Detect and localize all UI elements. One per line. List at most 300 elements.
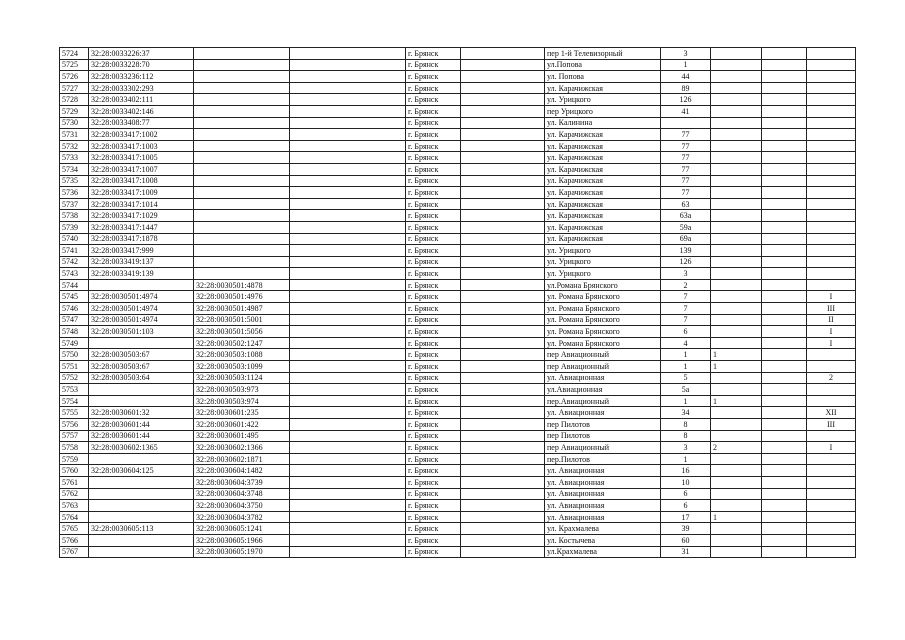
blank-col-b-cell bbox=[461, 198, 545, 210]
table-row bbox=[60, 129, 856, 141]
object-number-cell bbox=[194, 94, 290, 106]
blank-col-c-cell bbox=[762, 303, 807, 315]
street-cell: ул. Карачижская bbox=[545, 140, 661, 152]
room-number-cell bbox=[807, 140, 856, 152]
blank-col-c-cell bbox=[762, 233, 807, 245]
unit-number-cell bbox=[711, 71, 762, 83]
table-row bbox=[60, 221, 856, 233]
table-row bbox=[60, 511, 856, 523]
blank-col-b-cell bbox=[461, 430, 545, 442]
city-cell: г. Брянск bbox=[406, 268, 461, 280]
row-number-cell: 5728 bbox=[60, 94, 89, 106]
table-row bbox=[60, 384, 856, 396]
street-cell: пер Авиационный bbox=[545, 349, 661, 361]
street-cell: пер Авиационный bbox=[545, 361, 661, 373]
city-cell: г. Брянск bbox=[406, 94, 461, 106]
table-row bbox=[60, 326, 856, 338]
parcel-number-cell bbox=[89, 384, 194, 396]
house-number-cell: 7 bbox=[661, 291, 711, 303]
house-number-cell: 5 bbox=[661, 372, 711, 384]
object-number-cell: 32:28:0030503:1088 bbox=[194, 349, 290, 361]
object-number-cell: 32:28:0030602:1871 bbox=[194, 453, 290, 465]
blank-col-c-cell bbox=[762, 314, 807, 326]
table-row bbox=[60, 94, 856, 106]
blank-col-c-cell bbox=[762, 117, 807, 129]
city-cell: г. Брянск bbox=[406, 372, 461, 384]
row-number-cell: 5748 bbox=[60, 326, 89, 338]
blank-col-a-cell bbox=[290, 500, 406, 512]
house-number-cell: 31 bbox=[661, 546, 711, 558]
blank-col-c-cell bbox=[762, 221, 807, 233]
city-cell: г. Брянск bbox=[406, 233, 461, 245]
parcel-number-cell: 32:28:0033302:293 bbox=[89, 82, 194, 94]
unit-number-cell bbox=[711, 476, 762, 488]
street-cell: ул. Романа Брянского bbox=[545, 326, 661, 338]
table-row bbox=[60, 314, 856, 326]
street-cell: ул. Урицкого bbox=[545, 94, 661, 106]
room-number-cell bbox=[807, 163, 856, 175]
room-number-cell bbox=[807, 476, 856, 488]
house-number-cell: 126 bbox=[661, 94, 711, 106]
blank-col-c-cell bbox=[762, 361, 807, 373]
blank-col-b-cell bbox=[461, 372, 545, 384]
table-row bbox=[60, 187, 856, 199]
blank-col-b-cell bbox=[461, 291, 545, 303]
house-number-cell: 126 bbox=[661, 256, 711, 268]
row-number-cell: 5732 bbox=[60, 140, 89, 152]
unit-number-cell bbox=[711, 140, 762, 152]
room-number-cell bbox=[807, 534, 856, 546]
street-cell: пер Урицкого bbox=[545, 105, 661, 117]
street-cell: ул. Авиационная bbox=[545, 372, 661, 384]
object-number-cell: 32:28:0030501:5056 bbox=[194, 326, 290, 338]
blank-col-c-cell bbox=[762, 407, 807, 419]
city-cell: г. Брянск bbox=[406, 326, 461, 338]
table-row bbox=[60, 303, 856, 315]
blank-col-c-cell bbox=[762, 523, 807, 535]
street-cell: ул.Попова bbox=[545, 59, 661, 71]
unit-number-cell bbox=[711, 523, 762, 535]
room-number-cell: XII bbox=[807, 407, 856, 419]
house-number-cell: 3 bbox=[661, 442, 711, 454]
blank-col-a-cell bbox=[290, 430, 406, 442]
city-cell: г. Брянск bbox=[406, 361, 461, 373]
street-cell: ул.Романа Брянского bbox=[545, 279, 661, 291]
blank-col-a-cell bbox=[290, 187, 406, 199]
blank-col-c-cell bbox=[762, 59, 807, 71]
room-number-cell: III bbox=[807, 303, 856, 315]
city-cell: г. Брянск bbox=[406, 349, 461, 361]
blank-col-c-cell bbox=[762, 419, 807, 431]
object-number-cell: 32:28:0030604:3739 bbox=[194, 476, 290, 488]
blank-col-a-cell bbox=[290, 384, 406, 396]
object-number-cell: 32:28:0030605:1241 bbox=[194, 523, 290, 535]
table-row bbox=[60, 453, 856, 465]
unit-number-cell bbox=[711, 152, 762, 164]
city-cell: г. Брянск bbox=[406, 442, 461, 454]
blank-col-a-cell bbox=[290, 210, 406, 222]
object-number-cell bbox=[194, 198, 290, 210]
blank-col-b-cell bbox=[461, 71, 545, 83]
house-number-cell: 10 bbox=[661, 476, 711, 488]
unit-number-cell bbox=[711, 117, 762, 129]
room-number-cell bbox=[807, 488, 856, 500]
object-number-cell bbox=[194, 187, 290, 199]
blank-col-b-cell bbox=[461, 546, 545, 558]
room-number-cell bbox=[807, 233, 856, 245]
object-number-cell: 32:28:0030501:5001 bbox=[194, 314, 290, 326]
blank-col-a-cell bbox=[290, 488, 406, 500]
parcel-number-cell: 32:28:0030503:67 bbox=[89, 349, 194, 361]
row-number-cell: 5767 bbox=[60, 546, 89, 558]
blank-col-a-cell bbox=[290, 314, 406, 326]
parcel-number-cell: 32:28:0033417:1005 bbox=[89, 152, 194, 164]
blank-col-a-cell bbox=[290, 534, 406, 546]
city-cell: г. Брянск bbox=[406, 465, 461, 477]
city-cell: г. Брянск bbox=[406, 407, 461, 419]
house-number-cell: 8 bbox=[661, 419, 711, 431]
unit-number-cell bbox=[711, 163, 762, 175]
unit-number-cell bbox=[711, 419, 762, 431]
object-number-cell: 32:28:0030604:3748 bbox=[194, 488, 290, 500]
blank-col-a-cell bbox=[290, 48, 406, 60]
city-cell: г. Брянск bbox=[406, 314, 461, 326]
object-number-cell: 32:28:0030601:422 bbox=[194, 419, 290, 431]
house-number-cell: 5а bbox=[661, 384, 711, 396]
blank-col-a-cell bbox=[290, 372, 406, 384]
city-cell: г. Брянск bbox=[406, 384, 461, 396]
unit-number-cell bbox=[711, 326, 762, 338]
street-cell: ул. Авиационная bbox=[545, 407, 661, 419]
blank-col-c-cell bbox=[762, 372, 807, 384]
parcel-number-cell: 32:28:0030503:64 bbox=[89, 372, 194, 384]
room-number-cell bbox=[807, 279, 856, 291]
blank-col-a-cell bbox=[290, 303, 406, 315]
blank-col-c-cell bbox=[762, 48, 807, 60]
parcel-number-cell bbox=[89, 279, 194, 291]
blank-col-a-cell bbox=[290, 105, 406, 117]
room-number-cell bbox=[807, 117, 856, 129]
city-cell: г. Брянск bbox=[406, 105, 461, 117]
room-number-cell bbox=[807, 175, 856, 187]
row-number-cell: 5754 bbox=[60, 395, 89, 407]
table-row bbox=[60, 175, 856, 187]
row-number-cell: 5744 bbox=[60, 279, 89, 291]
parcel-number-cell: 32:28:0030501:4974 bbox=[89, 291, 194, 303]
object-number-cell: 32:28:0030503:1099 bbox=[194, 361, 290, 373]
room-number-cell: I bbox=[807, 442, 856, 454]
object-number-cell: 32:28:0030604:1482 bbox=[194, 465, 290, 477]
city-cell: г. Брянск bbox=[406, 546, 461, 558]
table-row bbox=[60, 534, 856, 546]
city-cell: г. Брянск bbox=[406, 221, 461, 233]
house-number-cell: 77 bbox=[661, 140, 711, 152]
street-cell: ул. Карачижская bbox=[545, 233, 661, 245]
city-cell: г. Брянск bbox=[406, 117, 461, 129]
blank-col-c-cell bbox=[762, 500, 807, 512]
blank-col-c-cell bbox=[762, 256, 807, 268]
city-cell: г. Брянск bbox=[406, 523, 461, 535]
blank-col-b-cell bbox=[461, 534, 545, 546]
row-number-cell: 5761 bbox=[60, 476, 89, 488]
house-number-cell: 41 bbox=[661, 105, 711, 117]
blank-col-b-cell bbox=[461, 163, 545, 175]
parcel-number-cell: 32:28:0030601:44 bbox=[89, 419, 194, 431]
blank-col-c-cell bbox=[762, 94, 807, 106]
blank-col-b-cell bbox=[461, 442, 545, 454]
street-cell: ул. Карачижская bbox=[545, 152, 661, 164]
city-cell: г. Брянск bbox=[406, 129, 461, 141]
row-number-cell: 5759 bbox=[60, 453, 89, 465]
table-row bbox=[60, 71, 856, 83]
blank-col-a-cell bbox=[290, 465, 406, 477]
street-cell: ул. Романа Брянского bbox=[545, 291, 661, 303]
blank-col-c-cell bbox=[762, 337, 807, 349]
parcel-number-cell: 32:28:0033417:1003 bbox=[89, 140, 194, 152]
street-cell: ул. Карачижская bbox=[545, 175, 661, 187]
unit-number-cell bbox=[711, 500, 762, 512]
house-number-cell bbox=[661, 117, 711, 129]
blank-col-b-cell bbox=[461, 476, 545, 488]
table-row bbox=[60, 245, 856, 257]
row-number-cell: 5736 bbox=[60, 187, 89, 199]
table-row bbox=[60, 279, 856, 291]
parcel-number-cell: 32:28:0033417:999 bbox=[89, 245, 194, 257]
unit-number-cell bbox=[711, 534, 762, 546]
blank-col-b-cell bbox=[461, 511, 545, 523]
row-number-cell: 5747 bbox=[60, 314, 89, 326]
unit-number-cell: 1 bbox=[711, 361, 762, 373]
room-number-cell bbox=[807, 71, 856, 83]
table-row bbox=[60, 163, 856, 175]
row-number-cell: 5763 bbox=[60, 500, 89, 512]
blank-col-a-cell bbox=[290, 221, 406, 233]
house-number-cell: 1 bbox=[661, 349, 711, 361]
blank-col-c-cell bbox=[762, 198, 807, 210]
parcel-number-cell: 32:28:0030501:4974 bbox=[89, 314, 194, 326]
house-number-cell: 63а bbox=[661, 210, 711, 222]
parcel-number-cell: 32:28:0033417:1008 bbox=[89, 175, 194, 187]
city-cell: г. Брянск bbox=[406, 500, 461, 512]
unit-number-cell: 1 bbox=[711, 395, 762, 407]
room-number-cell bbox=[807, 511, 856, 523]
blank-col-a-cell bbox=[290, 175, 406, 187]
room-number-cell bbox=[807, 82, 856, 94]
blank-col-a-cell bbox=[290, 129, 406, 141]
house-number-cell: 4 bbox=[661, 337, 711, 349]
unit-number-cell: 1 bbox=[711, 511, 762, 523]
row-number-cell: 5751 bbox=[60, 361, 89, 373]
blank-col-b-cell bbox=[461, 500, 545, 512]
room-number-cell bbox=[807, 152, 856, 164]
blank-col-a-cell bbox=[290, 82, 406, 94]
unit-number-cell bbox=[711, 59, 762, 71]
blank-col-c-cell bbox=[762, 442, 807, 454]
blank-col-b-cell bbox=[461, 256, 545, 268]
city-cell: г. Брянск bbox=[406, 453, 461, 465]
object-number-cell: 32:28:0030605:1970 bbox=[194, 546, 290, 558]
blank-col-a-cell bbox=[290, 326, 406, 338]
table-row bbox=[60, 419, 856, 431]
parcel-number-cell bbox=[89, 488, 194, 500]
street-cell: пер Пилотов bbox=[545, 419, 661, 431]
unit-number-cell bbox=[711, 94, 762, 106]
row-number-cell: 5726 bbox=[60, 71, 89, 83]
object-number-cell: 32:28:0030601:235 bbox=[194, 407, 290, 419]
unit-number-cell bbox=[711, 221, 762, 233]
house-number-cell: 77 bbox=[661, 152, 711, 164]
street-cell: пер Пилотов bbox=[545, 430, 661, 442]
blank-col-b-cell bbox=[461, 175, 545, 187]
blank-col-b-cell bbox=[461, 465, 545, 477]
unit-number-cell bbox=[711, 465, 762, 477]
house-number-cell: 77 bbox=[661, 187, 711, 199]
row-number-cell: 5764 bbox=[60, 511, 89, 523]
blank-col-a-cell bbox=[290, 511, 406, 523]
blank-col-a-cell bbox=[290, 442, 406, 454]
parcel-number-cell: 32:28:0030601:44 bbox=[89, 430, 194, 442]
house-number-cell: 63 bbox=[661, 198, 711, 210]
blank-col-b-cell bbox=[461, 140, 545, 152]
object-number-cell bbox=[194, 129, 290, 141]
object-number-cell bbox=[194, 117, 290, 129]
city-cell: г. Брянск bbox=[406, 48, 461, 60]
table-row bbox=[60, 349, 856, 361]
room-number-cell bbox=[807, 210, 856, 222]
blank-col-b-cell bbox=[461, 117, 545, 129]
blank-col-a-cell bbox=[290, 233, 406, 245]
room-number-cell bbox=[807, 48, 856, 60]
blank-col-b-cell bbox=[461, 245, 545, 257]
parcel-number-cell: 32:28:0033417:1029 bbox=[89, 210, 194, 222]
blank-col-b-cell bbox=[461, 187, 545, 199]
unit-number-cell bbox=[711, 303, 762, 315]
blank-col-b-cell bbox=[461, 48, 545, 60]
unit-number-cell bbox=[711, 407, 762, 419]
blank-col-a-cell bbox=[290, 546, 406, 558]
blank-col-a-cell bbox=[290, 198, 406, 210]
house-number-cell: 1 bbox=[661, 59, 711, 71]
unit-number-cell bbox=[711, 279, 762, 291]
object-number-cell: 32:28:0030503:973 bbox=[194, 384, 290, 396]
city-cell: г. Брянск bbox=[406, 511, 461, 523]
parcel-number-cell: 32:28:0033417:1007 bbox=[89, 163, 194, 175]
house-number-cell: 139 bbox=[661, 245, 711, 257]
blank-col-c-cell bbox=[762, 152, 807, 164]
object-number-cell: 32:28:0030502:1247 bbox=[194, 337, 290, 349]
table-row bbox=[60, 430, 856, 442]
object-number-cell bbox=[194, 105, 290, 117]
blank-col-b-cell bbox=[461, 326, 545, 338]
street-cell: ул. Крахмалева bbox=[545, 523, 661, 535]
room-number-cell bbox=[807, 430, 856, 442]
blank-col-c-cell bbox=[762, 546, 807, 558]
street-cell: ул. Урицкого bbox=[545, 268, 661, 280]
row-number-cell: 5758 bbox=[60, 442, 89, 454]
unit-number-cell bbox=[711, 129, 762, 141]
object-number-cell: 32:28:0030604:3782 bbox=[194, 511, 290, 523]
street-cell: ул. Урицкого bbox=[545, 245, 661, 257]
unit-number-cell bbox=[711, 488, 762, 500]
parcel-number-cell: 32:28:0030601:32 bbox=[89, 407, 194, 419]
object-number-cell: 32:28:0030604:3750 bbox=[194, 500, 290, 512]
parcel-number-cell: 32:28:0033417:1002 bbox=[89, 129, 194, 141]
blank-col-b-cell bbox=[461, 419, 545, 431]
parcel-number-cell bbox=[89, 395, 194, 407]
object-number-cell: 32:28:0030501:4987 bbox=[194, 303, 290, 315]
row-number-cell: 5760 bbox=[60, 465, 89, 477]
unit-number-cell bbox=[711, 291, 762, 303]
property-register-table bbox=[59, 47, 856, 558]
room-number-cell bbox=[807, 59, 856, 71]
table-row bbox=[60, 476, 856, 488]
blank-col-b-cell bbox=[461, 94, 545, 106]
blank-col-a-cell bbox=[290, 291, 406, 303]
room-number-cell bbox=[807, 465, 856, 477]
house-number-cell: 1 bbox=[661, 361, 711, 373]
city-cell: г. Брянск bbox=[406, 163, 461, 175]
row-number-cell: 5749 bbox=[60, 337, 89, 349]
blank-col-a-cell bbox=[290, 395, 406, 407]
parcel-number-cell: 32:28:0033236:112 bbox=[89, 71, 194, 83]
city-cell: г. Брянск bbox=[406, 198, 461, 210]
parcel-number-cell bbox=[89, 511, 194, 523]
house-number-cell: 3 bbox=[661, 48, 711, 60]
parcel-number-cell: 32:28:0033226:37 bbox=[89, 48, 194, 60]
blank-col-b-cell bbox=[461, 337, 545, 349]
room-number-cell bbox=[807, 395, 856, 407]
unit-number-cell bbox=[711, 372, 762, 384]
object-number-cell bbox=[194, 245, 290, 257]
street-cell: ул. Карачижская bbox=[545, 198, 661, 210]
unit-number-cell bbox=[711, 210, 762, 222]
blank-col-c-cell bbox=[762, 210, 807, 222]
object-number-cell bbox=[194, 256, 290, 268]
house-number-cell: 6 bbox=[661, 488, 711, 500]
street-cell: ул. Карачижская bbox=[545, 129, 661, 141]
unit-number-cell bbox=[711, 48, 762, 60]
table-row bbox=[60, 337, 856, 349]
city-cell: г. Брянск bbox=[406, 175, 461, 187]
row-number-cell: 5737 bbox=[60, 198, 89, 210]
table-row bbox=[60, 140, 856, 152]
street-cell: ул. Авиационная bbox=[545, 465, 661, 477]
street-cell: ул. Авиационная bbox=[545, 488, 661, 500]
street-cell: ул.Авиационная bbox=[545, 384, 661, 396]
table-row bbox=[60, 465, 856, 477]
house-number-cell: 89 bbox=[661, 82, 711, 94]
blank-col-b-cell bbox=[461, 233, 545, 245]
object-number-cell: 32:28:0030601:495 bbox=[194, 430, 290, 442]
room-number-cell bbox=[807, 198, 856, 210]
blank-col-b-cell bbox=[461, 523, 545, 535]
blank-col-a-cell bbox=[290, 268, 406, 280]
object-number-cell bbox=[194, 163, 290, 175]
parcel-number-cell: 32:28:0033419:137 bbox=[89, 256, 194, 268]
table-row bbox=[60, 372, 856, 384]
blank-col-c-cell bbox=[762, 395, 807, 407]
street-cell: ул. Костычева bbox=[545, 534, 661, 546]
room-number-cell: 2 bbox=[807, 372, 856, 384]
house-number-cell: 59а bbox=[661, 221, 711, 233]
object-number-cell bbox=[194, 210, 290, 222]
blank-col-c-cell bbox=[762, 71, 807, 83]
blank-col-a-cell bbox=[290, 523, 406, 535]
blank-col-b-cell bbox=[461, 221, 545, 233]
blank-col-b-cell bbox=[461, 59, 545, 71]
unit-number-cell: 1 bbox=[711, 349, 762, 361]
blank-col-a-cell bbox=[290, 140, 406, 152]
